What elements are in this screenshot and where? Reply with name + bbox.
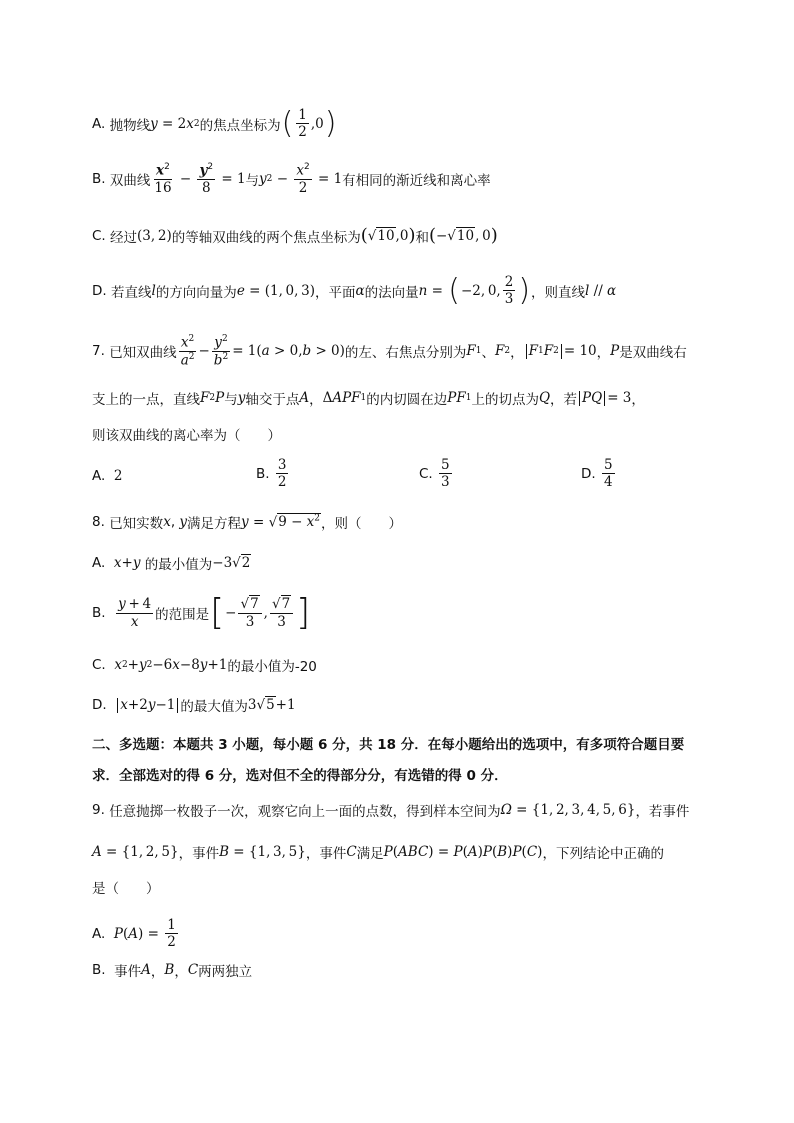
option-text: 的范围是 (155, 607, 210, 623)
q6-option-d: D. 若直线 l 的方向向量为 e = (1, 0, 3) ，平面 α 的法向量 n = ( −2, 0, $\frac{2}{3}$ ) ，则直线 l // α (92, 272, 617, 308)
option-label: A. (92, 468, 106, 484)
section-heading: 二、多选题：本题共 3 小题，每小题 6 分，共 18 分．在每小题给出的选项中，有多项符合题目要 (92, 737, 685, 753)
section-heading-line1 (92, 733, 734, 753)
option-text: 的最小值为-20 (227, 659, 317, 675)
question-text: 的内切圆在边 (366, 392, 448, 408)
q6-option-c: C. 经过 (3, 2) 的等轴双曲线的两个焦点坐标为 ( √10,0 ) 和 ( −√10, 0 ) (92, 225, 498, 246)
option-text: 抛物线 (109, 117, 151, 134)
fraction: $\frac{y^2}{8}$ (199, 162, 214, 196)
question-text: 已知实数 (109, 516, 164, 532)
section-heading: 求．全部选对的得 6 分，选对但不全的得部分分，有选错的得 0 分． (92, 768, 508, 784)
option-text: 与 (245, 172, 260, 189)
fraction: $\frac{y + 4}{x}$ (118, 596, 152, 630)
option-label: B. (92, 605, 106, 621)
q8-stem: 8. 已知实数 x , y 满足方程 y = $√9 - x^2$ ，则（ ） (92, 513, 403, 532)
question-text: 满足方程 (187, 516, 242, 532)
fraction: $\frac{5}{3}$ (441, 457, 450, 491)
option-label: A. (92, 925, 106, 942)
fraction: $\frac{y^2}{b^2}$ (213, 334, 229, 369)
option-label: D. (92, 282, 107, 299)
option-text: 的焦点坐标为 (199, 117, 281, 134)
q6-option-b: B. 双曲线 $\frac{x^2}{16}$ − $\frac{y^2}{8}$ = 1 与 y 2 − $\frac{x^2}{2}$ = 1 有相同的渐近线和离心率 (92, 162, 491, 196)
option-text: ，平面 (314, 284, 356, 301)
question-text: ，若 (550, 392, 578, 408)
q6-option-a: A. 抛物线 y = 2 x 2 的焦点坐标为 ( $\frac{1}{2}$ ,0 ) (92, 105, 337, 141)
option-label: D. (92, 697, 107, 713)
question-text: 是双曲线右 (619, 345, 687, 362)
q9-stem-line1: 9. 任意抛掷一枚骰子一次，观察它向上一面的点数，得到样本空间为 Ω = {1, 2, 3, 4, 5, 6} ，若事件 (92, 802, 690, 820)
option-label: B. (92, 170, 106, 187)
fraction: $\frac{5}{4}$ (603, 457, 613, 491)
q8-option-d: D. x +2 y −1 的最大值为 3√5+1 (92, 697, 296, 715)
question-text: ，事件 (305, 846, 347, 862)
q9-stem-line2: A = {1, 2, 5} ，事件 B = {1, 3, 5} ，事件 C 满足 P ( ABC ) = P ( A ) P ( B ) P ( C ) ，下列结论中正确的 (92, 844, 664, 862)
option-label: B. (92, 962, 106, 978)
q8-option-c: C. x 2 + y 2 −6 x −8 y +1 的最小值为-20 (92, 657, 317, 675)
option-label: C. (92, 227, 106, 244)
option-label: B. (256, 465, 270, 482)
option-text: 的方向向量为 (155, 284, 237, 301)
q7-option-b (256, 458, 290, 489)
q8-option-b: B. $\frac{y + 4}{x}$ 的范围是 [ − $\frac{√7}{3}$ , $\frac{√7}{3}$ ] (92, 592, 311, 633)
q7-stem-line3 (92, 424, 734, 444)
question-text: 上的切点为 (471, 392, 539, 408)
option-text: 有相同的渐近线和离心率 (342, 172, 491, 189)
question-text: ，若事件 (635, 804, 690, 820)
option-text: 经过 (110, 229, 138, 246)
fraction: $\frac{1}{2}$ (298, 107, 307, 141)
fraction: $\frac{√7}{3}$ (238, 597, 261, 628)
q9-stem-line3 (92, 877, 734, 897)
option-label: C. (419, 465, 433, 482)
q7-stem-line2: 支上的一点，直线 F 2 P 与 y 轴交于点 A ， Δ APF 1 的内切圆在边 PF 1 上的切点为 Q ，若 PQ = 3 ， (92, 390, 645, 408)
option-label: D. (581, 465, 596, 482)
question-text: ， (510, 345, 524, 362)
q7-option-a (92, 468, 122, 484)
question-text: 已知双曲线 (109, 345, 177, 362)
question-text: 与 (224, 392, 238, 408)
option-text: ，则直线 (531, 284, 586, 301)
option-text: 事件 (114, 964, 142, 980)
q7-stem-line1: 7. 已知双曲线 $\frac{x^2}{a^2}$ − $\frac{y^2}{b^2}$ = 1( a > 0, b > 0) 的左、右焦点分别为 F 1 、 F 2 ， F 1 F 2 = 10 ， P 是双曲线右 (92, 334, 687, 369)
option-text: 两两独立 (198, 964, 253, 980)
q8-option-a: A. x + y 的最小值为 −3√2 (92, 555, 251, 573)
question-text: ，事件 (178, 846, 220, 862)
fraction: $\frac{2}{3}$ (504, 274, 514, 308)
question-text: 任意抛掷一枚骰子一次，观察它向上一面的点数，得到样本空间为 (109, 804, 501, 820)
question-text: ，则（ ） (321, 516, 403, 532)
section-heading-line2 (92, 764, 734, 784)
q7-option-c (419, 458, 454, 489)
option-text: 的等轴双曲线的两个焦点坐标为 (171, 229, 361, 246)
question-text: 则该双曲线的离心率为（ ） (92, 428, 281, 444)
q7-option-d (581, 458, 617, 489)
question-number: 7. (92, 343, 105, 360)
q9-option-a: A. P ( A ) = $\frac{1}{2}$ (92, 917, 176, 951)
question-text: ，下列结论中正确的 (542, 846, 664, 862)
option-text: 双曲线 (109, 172, 151, 189)
fraction: $\frac{1}{2}$ (167, 917, 176, 951)
question-text: 支上的一点，直线 (92, 392, 200, 408)
option-text: 的最小值为 (144, 557, 213, 573)
question-text: ， (596, 345, 611, 362)
fraction: $\frac{x^2}{2}$ (296, 162, 310, 196)
question-number: 8. (92, 514, 105, 530)
question-text: 是（ ） (92, 881, 160, 897)
fraction: $\frac{√7}{3}$ (270, 597, 293, 628)
option-text: 若直线 (110, 284, 152, 301)
option-value: 2 (113, 468, 123, 484)
math-expr: y (150, 115, 158, 132)
option-text: 的最大值为 (180, 699, 248, 715)
fraction: $\frac{x^2}{16}$ (154, 162, 172, 196)
fraction: $\frac{x^2}{a^2}$ (180, 334, 195, 369)
question-text: 的左、右焦点分别为 (344, 345, 467, 362)
question-number: 9. (92, 802, 105, 818)
q9-option-b: B. 事件 A ， B ， C 两两独立 (92, 962, 253, 980)
option-label: C. (92, 657, 106, 673)
option-label: A. (92, 115, 106, 132)
question-text: 轴交于点 (245, 392, 300, 408)
option-label: A. (92, 555, 106, 571)
option-text: 的法向量 (364, 284, 419, 301)
option-text: 和 (415, 229, 429, 246)
fraction: $\frac{3}{2}$ (277, 457, 287, 491)
question-text: 满足 (356, 846, 384, 862)
